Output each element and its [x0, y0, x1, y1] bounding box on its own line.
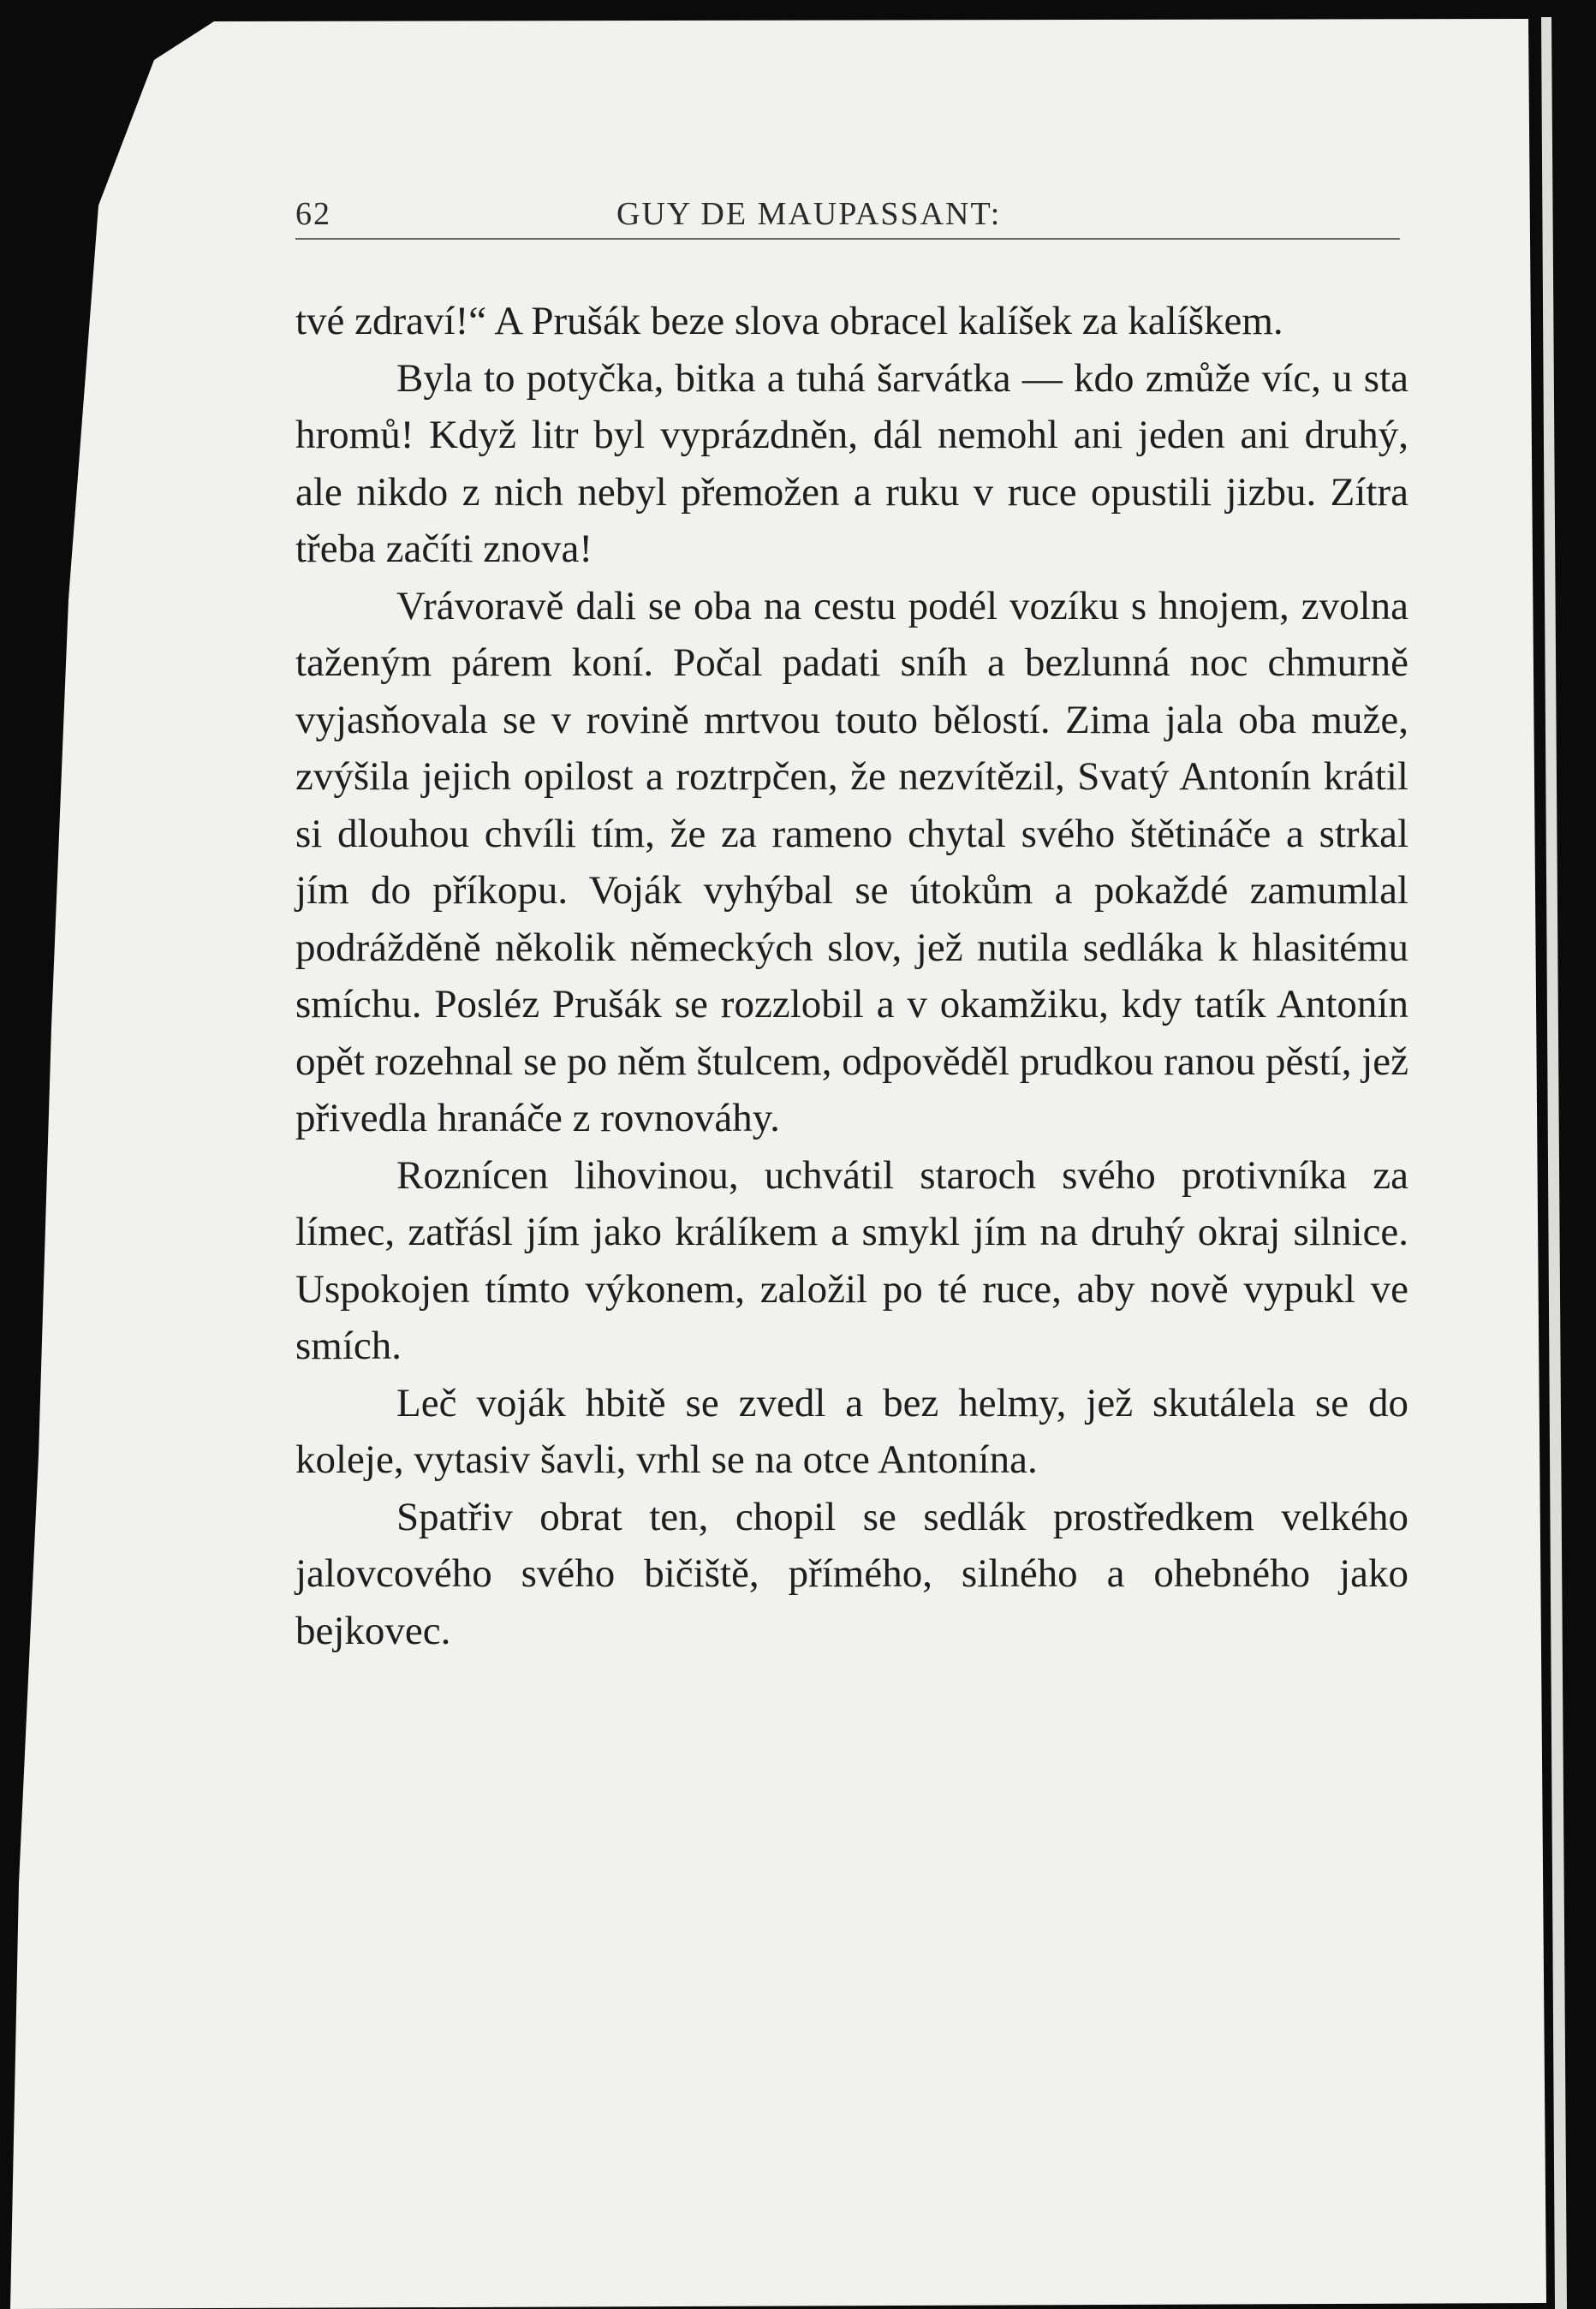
paragraph: tvé zdraví!“ A Prušák beze slova obracel kalíšek za kalíškem. — [295, 299, 1283, 343]
body-text — [295, 293, 1408, 1659]
header-rule — [295, 238, 1400, 240]
paragraph: Spatřiv obrat ten, chopil se sedlák prostředkem velkého jalovcového svého bičiště, přímého, silného a ohebného jako bejkovec. — [295, 1494, 1408, 1653]
paragraph: Leč voják hbitě se zvedl a bez helmy, jež skutálela se do koleje, vytasiv šavli, vrhl se na otce Antonína. — [295, 1380, 1408, 1482]
paragraph: Vrávoravě dali se oba na cestu podél vozíku s hnojem, zvolna taženým párem koní. Počal padati sníh a bezlunná noc chmurně vyjasňovala se v rovině mrtvou touto bělostí. Zima jala oba muže, zvýšila jejich opilost a roztrpčen, že nezvítězil, Svatý Antonín krátil si dlouhou chvíli tím, že za rameno chytal svého štětináče a strkal jím do příkopu. Voják vyhýbal se útokům a pokaždé zamumlal podrážděně několik německých slov, jež nutila sedláka k hlasitému smíchu. Posléz Prušák se rozzlobil a v okamžiku, kdy tatík Antonín opět rozehnal se po něm štulcem, odpověděl prudkou ranou pěstí, jež přivedla hranáče z rovnováhy. — [295, 583, 1408, 1140]
running-head — [295, 195, 1400, 240]
page-number: 62 — [295, 196, 331, 232]
running-title: GUY DE MAUPASSANT: — [616, 196, 1002, 232]
paragraph: Byla to potyčka, bitka a tuhá šarvátka — kdo zmůže víc, u sta hromů! Když litr byl vyprázdněn, dál nemohl ani jeden ani druhý, ale nikdo z nich nebyl přemožen a ruku v ruce opustili jizbu. Zítra třeba začíti znova! — [295, 355, 1408, 571]
paragraph: Roznícen lihovinou, uchvátil staroch svého protivníka za límec, zatřásl jím jako králíkem a smykl jím na druhý okraj silnice. Uspokojen tímto výkonem, založil po té ruce, aby nově vypukl ve smích. — [295, 1152, 1408, 1368]
